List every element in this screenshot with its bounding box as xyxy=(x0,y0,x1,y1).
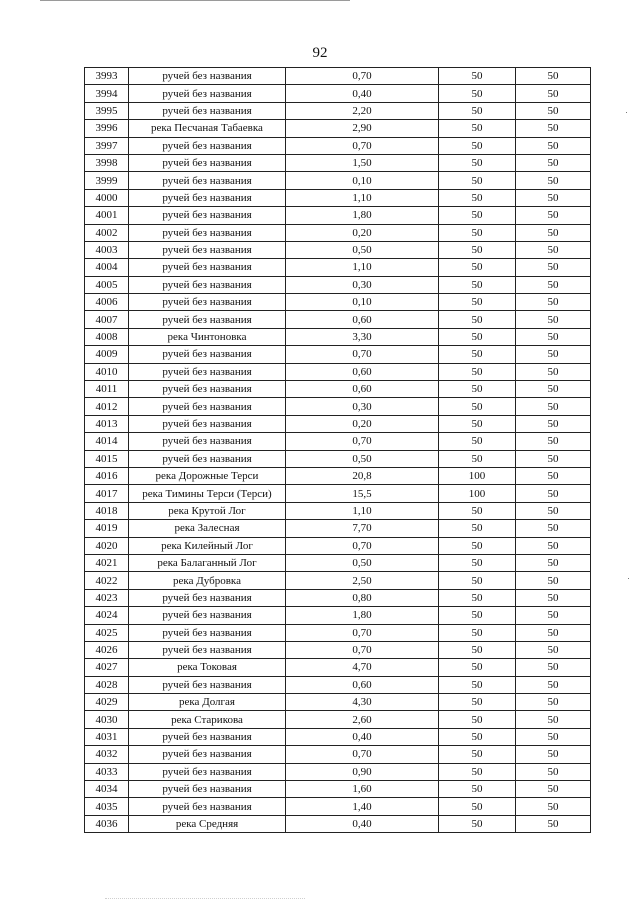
protection-zone-width-cell: 50 xyxy=(439,346,516,363)
length-cell: 0,70 xyxy=(286,433,439,450)
protection-zone-width-cell: 50 xyxy=(439,781,516,798)
protection-zone-width-cell: 50 xyxy=(439,363,516,380)
water-body-name-cell: ручей без названия xyxy=(129,154,286,171)
table-row xyxy=(85,398,591,415)
coastal-strip-width-cell: 50 xyxy=(516,520,591,537)
coastal-strip-width-cell: 50 xyxy=(516,554,591,571)
water-body-name-cell: ручей без названия xyxy=(129,781,286,798)
length-cell: 0,70 xyxy=(286,346,439,363)
protection-zone-width-cell: 50 xyxy=(439,172,516,189)
water-body-name-cell: ручей без названия xyxy=(129,589,286,606)
coastal-strip-width-cell: 50 xyxy=(516,450,591,467)
coastal-strip-width-cell: 50 xyxy=(516,415,591,432)
water-body-name-cell: ручей без названия xyxy=(129,172,286,189)
table-row xyxy=(85,311,591,328)
coastal-strip-width-cell: 50 xyxy=(516,537,591,554)
coastal-strip-width-cell: 50 xyxy=(516,137,591,154)
coastal-strip-width-cell: 50 xyxy=(516,189,591,206)
water-body-name-cell: ручей без названия xyxy=(129,746,286,763)
coastal-strip-width-cell: 50 xyxy=(516,624,591,641)
coastal-strip-width-cell: 50 xyxy=(516,311,591,328)
water-body-name-cell: ручей без названия xyxy=(129,607,286,624)
protection-zone-width-cell: 50 xyxy=(439,554,516,571)
table-row xyxy=(85,659,591,676)
row-number-cell: 4000 xyxy=(85,189,129,206)
row-number-cell: 4003 xyxy=(85,241,129,258)
table-body xyxy=(85,68,591,833)
table-row xyxy=(85,467,591,484)
row-number-cell: 4004 xyxy=(85,259,129,276)
length-cell: 1,10 xyxy=(286,259,439,276)
water-body-name-cell: ручей без названия xyxy=(129,728,286,745)
row-number-cell: 3993 xyxy=(85,68,129,85)
length-cell: 0,50 xyxy=(286,554,439,571)
protection-zone-width-cell: 50 xyxy=(439,572,516,589)
protection-zone-width-cell: 50 xyxy=(439,120,516,137)
row-number-cell: 4008 xyxy=(85,328,129,345)
water-body-name-cell: ручей без названия xyxy=(129,207,286,224)
protection-zone-width-cell: 50 xyxy=(439,763,516,780)
water-body-name-cell: ручей без названия xyxy=(129,763,286,780)
protection-zone-width-cell: 50 xyxy=(439,659,516,676)
table-row xyxy=(85,137,591,154)
table-row xyxy=(85,276,591,293)
coastal-strip-width-cell: 50 xyxy=(516,276,591,293)
row-number-cell: 4011 xyxy=(85,381,129,398)
water-body-name-cell: ручей без названия xyxy=(129,398,286,415)
length-cell: 0,50 xyxy=(286,241,439,258)
table-row xyxy=(85,641,591,658)
length-cell: 2,50 xyxy=(286,572,439,589)
table-row xyxy=(85,763,591,780)
length-cell: 1,80 xyxy=(286,207,439,224)
table-row xyxy=(85,624,591,641)
length-cell: 0,90 xyxy=(286,763,439,780)
length-cell: 0,20 xyxy=(286,415,439,432)
length-cell: 2,20 xyxy=(286,102,439,119)
row-number-cell: 4034 xyxy=(85,781,129,798)
protection-zone-width-cell: 50 xyxy=(439,224,516,241)
length-cell: 0,40 xyxy=(286,85,439,102)
table-row xyxy=(85,711,591,728)
coastal-strip-width-cell: 50 xyxy=(516,68,591,85)
table-row xyxy=(85,728,591,745)
coastal-strip-width-cell: 50 xyxy=(516,328,591,345)
protection-zone-width-cell: 50 xyxy=(439,311,516,328)
row-number-cell: 4013 xyxy=(85,415,129,432)
coastal-strip-width-cell: 50 xyxy=(516,102,591,119)
protection-zone-width-cell: 50 xyxy=(439,241,516,258)
length-cell: 0,70 xyxy=(286,68,439,85)
table-row xyxy=(85,537,591,554)
coastal-strip-width-cell: 50 xyxy=(516,815,591,832)
water-body-name-cell: ручей без названия xyxy=(129,241,286,258)
protection-zone-width-cell: 50 xyxy=(439,415,516,432)
table-row xyxy=(85,259,591,276)
protection-zone-width-cell: 100 xyxy=(439,467,516,484)
protection-zone-width-cell: 50 xyxy=(439,537,516,554)
coastal-strip-width-cell: 50 xyxy=(516,763,591,780)
row-number-cell: 4035 xyxy=(85,798,129,815)
row-number-cell: 3994 xyxy=(85,85,129,102)
coastal-strip-width-cell: 50 xyxy=(516,641,591,658)
length-cell: 0,60 xyxy=(286,311,439,328)
coastal-strip-width-cell: 50 xyxy=(516,241,591,258)
water-body-name-cell: река Тимины Терси (Терси) xyxy=(129,485,286,502)
water-body-name-cell: ручей без названия xyxy=(129,798,286,815)
table-row xyxy=(85,798,591,815)
row-number-cell: 4020 xyxy=(85,537,129,554)
water-body-name-cell: река Токовая xyxy=(129,659,286,676)
protection-zone-width-cell: 50 xyxy=(439,381,516,398)
protection-zone-width-cell: 50 xyxy=(439,641,516,658)
row-number-cell: 4009 xyxy=(85,346,129,363)
row-number-cell: 4001 xyxy=(85,207,129,224)
row-number-cell: 4025 xyxy=(85,624,129,641)
water-body-name-cell: ручей без названия xyxy=(129,346,286,363)
length-cell: 1,80 xyxy=(286,607,439,624)
table-row xyxy=(85,85,591,102)
water-body-name-cell: река Балаганный Лог xyxy=(129,554,286,571)
row-number-cell: 4019 xyxy=(85,520,129,537)
coastal-strip-width-cell: 50 xyxy=(516,607,591,624)
length-cell: 0,80 xyxy=(286,589,439,606)
protection-zone-width-cell: 50 xyxy=(439,624,516,641)
row-number-cell: 3998 xyxy=(85,154,129,171)
water-body-name-cell: река Средняя xyxy=(129,815,286,832)
water-body-name-cell: ручей без названия xyxy=(129,259,286,276)
water-body-name-cell: река Старикова xyxy=(129,711,286,728)
row-number-cell: 3996 xyxy=(85,120,129,137)
protection-zone-width-cell: 50 xyxy=(439,450,516,467)
row-number-cell: 4007 xyxy=(85,311,129,328)
row-number-cell: 4012 xyxy=(85,398,129,415)
length-cell: 0,60 xyxy=(286,363,439,380)
length-cell: 3,30 xyxy=(286,328,439,345)
water-body-name-cell: ручей без названия xyxy=(129,137,286,154)
protection-zone-width-cell: 50 xyxy=(439,294,516,311)
row-number-cell: 4024 xyxy=(85,607,129,624)
row-number-cell: 4030 xyxy=(85,711,129,728)
table-row xyxy=(85,607,591,624)
protection-zone-width-cell: 50 xyxy=(439,328,516,345)
coastal-strip-width-cell: 50 xyxy=(516,154,591,171)
coastal-strip-width-cell: 50 xyxy=(516,467,591,484)
length-cell: 2,60 xyxy=(286,711,439,728)
coastal-strip-width-cell: 50 xyxy=(516,485,591,502)
water-body-name-cell: река Крутой Лог xyxy=(129,502,286,519)
length-cell: 7,70 xyxy=(286,520,439,537)
protection-zone-width-cell: 50 xyxy=(439,589,516,606)
top-edge-rule xyxy=(40,0,350,1)
water-body-name-cell: ручей без названия xyxy=(129,294,286,311)
water-body-name-cell: ручей без названия xyxy=(129,68,286,85)
protection-zone-width-cell: 50 xyxy=(439,798,516,815)
length-cell: 0,60 xyxy=(286,381,439,398)
table-row xyxy=(85,815,591,832)
length-cell: 0,10 xyxy=(286,172,439,189)
length-cell: 4,30 xyxy=(286,694,439,711)
length-cell: 0,40 xyxy=(286,815,439,832)
row-number-cell: 4031 xyxy=(85,728,129,745)
coastal-strip-width-cell: 50 xyxy=(516,746,591,763)
water-body-name-cell: река Долгая xyxy=(129,694,286,711)
water-bodies-table xyxy=(84,67,591,833)
coastal-strip-width-cell: 50 xyxy=(516,781,591,798)
length-cell: 0,20 xyxy=(286,224,439,241)
protection-zone-width-cell: 50 xyxy=(439,137,516,154)
coastal-strip-width-cell: 50 xyxy=(516,120,591,137)
length-cell: 0,70 xyxy=(286,746,439,763)
length-cell: 0,40 xyxy=(286,728,439,745)
row-number-cell: 4022 xyxy=(85,572,129,589)
length-cell: 1,10 xyxy=(286,189,439,206)
table-row xyxy=(85,172,591,189)
coastal-strip-width-cell: 50 xyxy=(516,676,591,693)
row-number-cell: 4006 xyxy=(85,294,129,311)
water-body-name-cell: река Залесная xyxy=(129,520,286,537)
water-body-name-cell: ручей без названия xyxy=(129,381,286,398)
row-number-cell: 4029 xyxy=(85,694,129,711)
row-number-cell: 4016 xyxy=(85,467,129,484)
footer-trace xyxy=(105,898,305,899)
coastal-strip-width-cell: 50 xyxy=(516,207,591,224)
water-body-name-cell: ручей без названия xyxy=(129,641,286,658)
table-row xyxy=(85,102,591,119)
table-row xyxy=(85,676,591,693)
water-body-name-cell: ручей без названия xyxy=(129,433,286,450)
length-cell: 15,5 xyxy=(286,485,439,502)
row-number-cell: 4021 xyxy=(85,554,129,571)
protection-zone-width-cell: 50 xyxy=(439,189,516,206)
table-row xyxy=(85,68,591,85)
protection-zone-width-cell: 50 xyxy=(439,433,516,450)
row-number-cell: 4032 xyxy=(85,746,129,763)
coastal-strip-width-cell: 50 xyxy=(516,711,591,728)
table-row xyxy=(85,154,591,171)
coastal-strip-width-cell: 50 xyxy=(516,694,591,711)
coastal-strip-width-cell: 50 xyxy=(516,728,591,745)
table-row xyxy=(85,294,591,311)
water-body-name-cell: ручей без названия xyxy=(129,450,286,467)
protection-zone-width-cell: 50 xyxy=(439,815,516,832)
table-row xyxy=(85,694,591,711)
table-row xyxy=(85,120,591,137)
protection-zone-width-cell: 50 xyxy=(439,102,516,119)
row-number-cell: 4005 xyxy=(85,276,129,293)
length-cell: 2,90 xyxy=(286,120,439,137)
water-body-name-cell: река Дорожные Терси xyxy=(129,467,286,484)
length-cell: 0,70 xyxy=(286,137,439,154)
water-body-name-cell: река Чинтоновка xyxy=(129,328,286,345)
coastal-strip-width-cell: 50 xyxy=(516,85,591,102)
protection-zone-width-cell: 50 xyxy=(439,502,516,519)
protection-zone-width-cell: 50 xyxy=(439,694,516,711)
length-cell: 0,70 xyxy=(286,641,439,658)
coastal-strip-width-cell: 50 xyxy=(516,259,591,276)
protection-zone-width-cell: 50 xyxy=(439,85,516,102)
table-row xyxy=(85,241,591,258)
row-number-cell: 3995 xyxy=(85,102,129,119)
table-row xyxy=(85,433,591,450)
water-body-name-cell: река Дубровка xyxy=(129,572,286,589)
protection-zone-width-cell: 50 xyxy=(439,711,516,728)
coastal-strip-width-cell: 50 xyxy=(516,363,591,380)
row-number-cell: 4002 xyxy=(85,224,129,241)
protection-zone-width-cell: 100 xyxy=(439,485,516,502)
row-number-cell: 4010 xyxy=(85,363,129,380)
water-body-name-cell: ручей без названия xyxy=(129,624,286,641)
length-cell: 1,40 xyxy=(286,798,439,815)
coastal-strip-width-cell: 50 xyxy=(516,433,591,450)
page-number: 92 xyxy=(312,45,328,61)
length-cell: 0,30 xyxy=(286,276,439,293)
protection-zone-width-cell: 50 xyxy=(439,607,516,624)
table-row xyxy=(85,520,591,537)
water-body-name-cell: ручей без названия xyxy=(129,224,286,241)
protection-zone-width-cell: 50 xyxy=(439,207,516,224)
protection-zone-width-cell: 50 xyxy=(439,520,516,537)
row-number-cell: 4014 xyxy=(85,433,129,450)
length-cell: 0,50 xyxy=(286,450,439,467)
length-cell: 0,30 xyxy=(286,398,439,415)
length-cell: 1,10 xyxy=(286,502,439,519)
table-row xyxy=(85,589,591,606)
row-number-cell: 4027 xyxy=(85,659,129,676)
coastal-strip-width-cell: 50 xyxy=(516,659,591,676)
table-row xyxy=(85,502,591,519)
protection-zone-width-cell: 50 xyxy=(439,68,516,85)
water-body-name-cell: ручей без названия xyxy=(129,415,286,432)
protection-zone-width-cell: 50 xyxy=(439,259,516,276)
water-body-name-cell: ручей без названия xyxy=(129,85,286,102)
coastal-strip-width-cell: 50 xyxy=(516,381,591,398)
margin-speck xyxy=(626,112,627,113)
water-body-name-cell: ручей без названия xyxy=(129,189,286,206)
row-number-cell: 4033 xyxy=(85,763,129,780)
protection-zone-width-cell: 50 xyxy=(439,276,516,293)
row-number-cell: 4026 xyxy=(85,641,129,658)
water-body-name-cell: река Килейный Лог xyxy=(129,537,286,554)
table-row xyxy=(85,746,591,763)
coastal-strip-width-cell: 50 xyxy=(516,589,591,606)
table-row xyxy=(85,415,591,432)
length-cell: 0,10 xyxy=(286,294,439,311)
row-number-cell: 3999 xyxy=(85,172,129,189)
length-cell: 20,8 xyxy=(286,467,439,484)
length-cell: 4,70 xyxy=(286,659,439,676)
table-row xyxy=(85,485,591,502)
margin-speck xyxy=(628,578,629,579)
coastal-strip-width-cell: 50 xyxy=(516,346,591,363)
row-number-cell: 4018 xyxy=(85,502,129,519)
coastal-strip-width-cell: 50 xyxy=(516,172,591,189)
table-row xyxy=(85,189,591,206)
row-number-cell: 4023 xyxy=(85,589,129,606)
row-number-cell: 4017 xyxy=(85,485,129,502)
row-number-cell: 4036 xyxy=(85,815,129,832)
table-row xyxy=(85,224,591,241)
coastal-strip-width-cell: 50 xyxy=(516,502,591,519)
water-body-name-cell: река Песчаная Табаевка xyxy=(129,120,286,137)
table-row xyxy=(85,554,591,571)
table-row xyxy=(85,207,591,224)
table-row xyxy=(85,781,591,798)
length-cell: 1,60 xyxy=(286,781,439,798)
length-cell: 0,60 xyxy=(286,676,439,693)
table-row xyxy=(85,346,591,363)
coastal-strip-width-cell: 50 xyxy=(516,398,591,415)
water-body-name-cell: ручей без названия xyxy=(129,276,286,293)
length-cell: 0,70 xyxy=(286,624,439,641)
row-number-cell: 4028 xyxy=(85,676,129,693)
table-row xyxy=(85,381,591,398)
water-body-name-cell: ручей без названия xyxy=(129,363,286,380)
row-number-cell: 4015 xyxy=(85,450,129,467)
water-body-name-cell: ручей без названия xyxy=(129,311,286,328)
row-number-cell: 3997 xyxy=(85,137,129,154)
table-row xyxy=(85,328,591,345)
table-row xyxy=(85,572,591,589)
coastal-strip-width-cell: 50 xyxy=(516,224,591,241)
coastal-strip-width-cell: 50 xyxy=(516,798,591,815)
protection-zone-width-cell: 50 xyxy=(439,746,516,763)
table-row xyxy=(85,450,591,467)
coastal-strip-width-cell: 50 xyxy=(516,294,591,311)
length-cell: 0,70 xyxy=(286,537,439,554)
protection-zone-width-cell: 50 xyxy=(439,154,516,171)
water-body-name-cell: ручей без названия xyxy=(129,676,286,693)
coastal-strip-width-cell: 50 xyxy=(516,572,591,589)
protection-zone-width-cell: 50 xyxy=(439,728,516,745)
protection-zone-width-cell: 50 xyxy=(439,676,516,693)
table-row xyxy=(85,363,591,380)
length-cell: 1,50 xyxy=(286,154,439,171)
protection-zone-width-cell: 50 xyxy=(439,398,516,415)
water-body-name-cell: ручей без названия xyxy=(129,102,286,119)
